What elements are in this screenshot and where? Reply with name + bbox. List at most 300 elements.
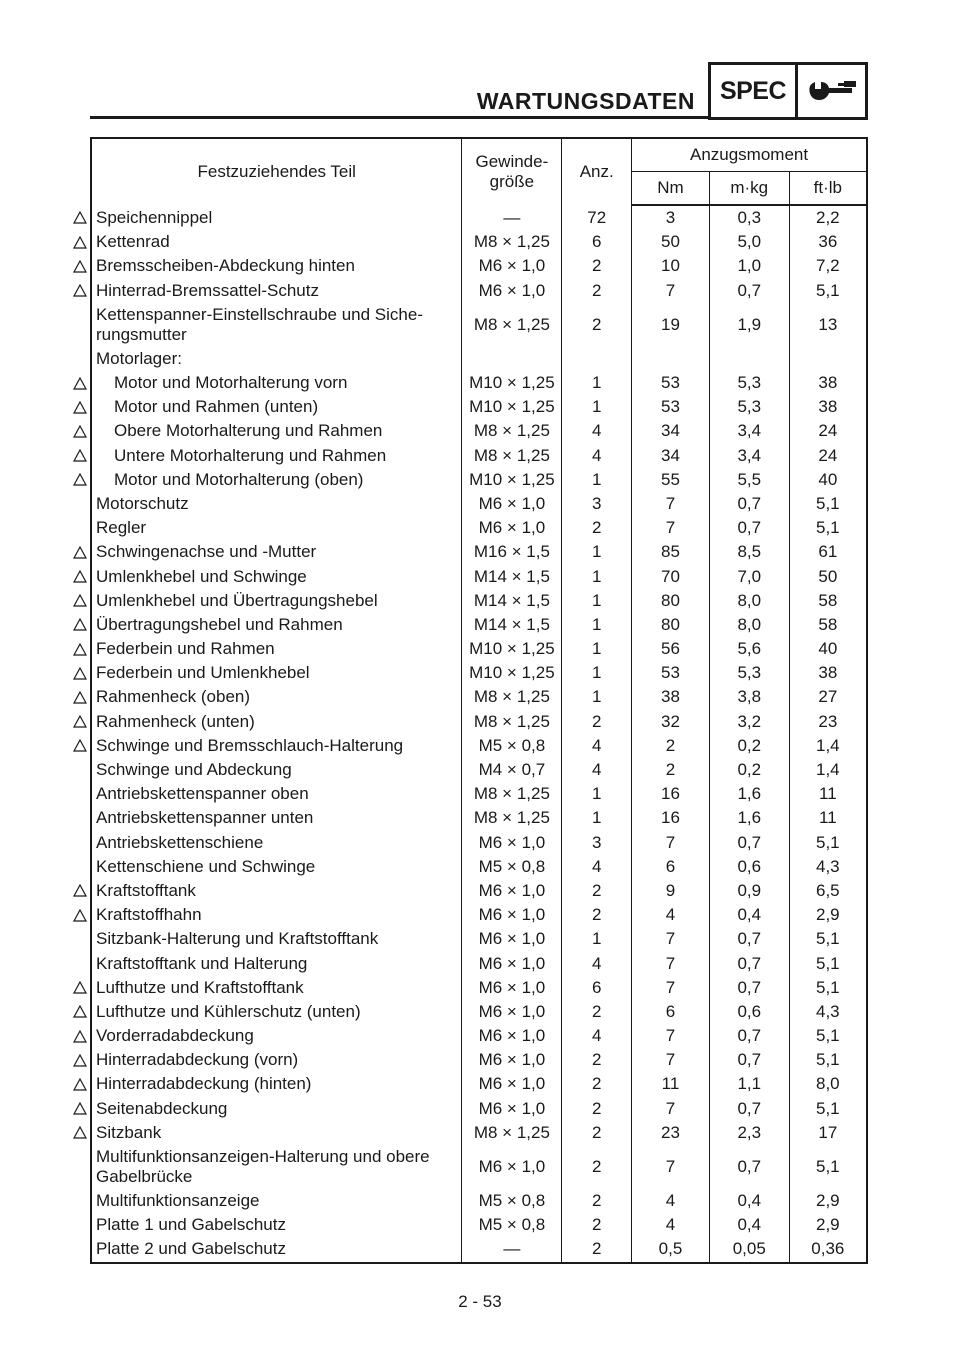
part-name [91, 492, 462, 516]
part-name-text: Rahmenheck (unten) [96, 711, 255, 731]
thread-size: M5 × 0,8 [462, 1189, 562, 1213]
part-name [91, 1072, 462, 1096]
table-row [91, 1213, 867, 1237]
torque-spec-table [90, 137, 868, 1264]
part-name [91, 1121, 462, 1145]
part-name [91, 806, 462, 830]
torque-ftlb: 1,4 [816, 735, 840, 755]
part-name [91, 831, 462, 855]
table-row [91, 1048, 867, 1072]
table-row [91, 806, 867, 830]
torque-mkg: 5,0 [709, 230, 789, 254]
torque-nm: 50 [632, 230, 710, 254]
table-row [91, 1024, 867, 1048]
quantity: 4 [562, 758, 632, 782]
torque-mkg: 3,4 [709, 444, 789, 468]
torque-mkg: 0,7 [709, 1097, 789, 1121]
triangle-marker-icon [73, 667, 87, 680]
quantity: 2 [562, 1000, 632, 1024]
quantity: 6 [562, 976, 632, 1000]
part-name [91, 1237, 462, 1262]
torque-nm: 56 [632, 637, 710, 661]
part-name-text: Multifunktionsanzeigen-Halterung und obere [96, 1146, 430, 1166]
quantity: 2 [562, 879, 632, 903]
quantity: 1 [562, 613, 632, 637]
thread-size: M5 × 0,8 [462, 734, 562, 758]
triangle-marker-icon [73, 715, 87, 728]
torque-ftlb: 36 [818, 232, 838, 252]
part-name-text: Multifunktionsanzeige [96, 1191, 260, 1211]
quantity: 6 [562, 230, 632, 254]
torque-mkg: 7,0 [709, 564, 789, 588]
table-row [91, 492, 867, 516]
thread-size: M6 × 1,0 [462, 254, 562, 278]
torque-ftlb: 2,9 [816, 1191, 840, 1211]
table-row [91, 347, 867, 371]
thread-size: M5 × 0,8 [462, 1213, 562, 1237]
thread-size: M6 × 1,0 [462, 951, 562, 975]
quantity: 3 [562, 831, 632, 855]
table-row [91, 303, 867, 347]
torque-ftlb: 27 [818, 687, 838, 707]
table-row [91, 371, 867, 395]
part-name-text: Hinterradabdeckung (vorn) [96, 1050, 299, 1070]
torque-mkg: 0,2 [709, 758, 789, 782]
torque-nm: 7 [632, 831, 710, 855]
torque-nm: 7 [632, 976, 710, 1000]
quantity: 1 [562, 927, 632, 951]
torque-mkg: 0,05 [709, 1237, 789, 1262]
torque-nm: 70 [632, 564, 710, 588]
torque-nm: 55 [632, 468, 710, 492]
torque-mkg: 0,4 [709, 903, 789, 927]
torque-nm: 7 [632, 279, 710, 303]
part-name-text: Antriebskettenspanner oben [96, 784, 309, 804]
quantity: 2 [562, 1121, 632, 1145]
thread-size: M4 × 0,7 [462, 758, 562, 782]
col-header-thread [462, 138, 562, 205]
triangle-marker-icon [73, 739, 87, 752]
torque-mkg: 1,9 [709, 303, 789, 347]
triangle-marker-icon [73, 1005, 87, 1018]
part-name [91, 782, 462, 806]
quantity: 2 [562, 1072, 632, 1096]
quantity [562, 347, 632, 371]
thread-size: M8 × 1,25 [462, 1121, 562, 1145]
torque-ftlb: 38 [818, 663, 838, 683]
page-header [90, 62, 868, 124]
torque-ftlb: 5,1 [816, 1026, 840, 1046]
torque-ftlb: 58 [818, 590, 838, 610]
torque-nm: 80 [632, 613, 710, 637]
col-header-torque: Anzugsmoment [689, 145, 809, 164]
torque-nm: 7 [632, 951, 710, 975]
torque-nm: 7 [632, 927, 710, 951]
torque-nm: 7 [632, 516, 710, 540]
quantity: 2 [562, 1189, 632, 1213]
table-row [91, 734, 867, 758]
torque-ftlb: 5,1 [816, 1050, 840, 1070]
triangle-marker-icon [73, 981, 87, 994]
part-name-text: Motorlager: [96, 348, 182, 368]
part-name [91, 951, 462, 975]
quantity: 2 [562, 1237, 632, 1262]
torque-mkg: 3,2 [709, 710, 789, 734]
triangle-marker-icon [73, 236, 87, 249]
part-name-text-line2: rungsmutter [96, 324, 187, 344]
part-name-text: Übertragungshebel und Rahmen [96, 614, 343, 634]
torque-ftlb: 1,4 [816, 760, 840, 780]
torque-ftlb: 58 [818, 614, 838, 634]
quantity: 4 [562, 855, 632, 879]
part-name [91, 444, 462, 468]
torque-ftlb: 17 [818, 1122, 838, 1142]
col-header-qty: Anz. [562, 138, 632, 205]
part-name-text: Kettenrad [96, 232, 170, 252]
col-header-thread-line1: Gewinde- [475, 152, 549, 171]
torque-ftlb: 4,3 [816, 1001, 840, 1021]
table-row [91, 1189, 867, 1213]
torque-ftlb: 5,1 [816, 518, 840, 538]
quantity: 1 [562, 806, 632, 830]
part-name-text: Schwinge und Abdeckung [96, 760, 292, 780]
part-name-text: Seitenabdeckung [96, 1098, 228, 1118]
triangle-marker-icon [73, 1030, 87, 1043]
part-name [91, 855, 462, 879]
part-name-text: Schwingenachse und -Mutter [96, 542, 317, 562]
torque-mkg: 0,6 [709, 855, 789, 879]
torque-mkg: 8,0 [709, 613, 789, 637]
torque-nm: 11 [632, 1072, 710, 1096]
table-row [91, 279, 867, 303]
torque-mkg: 0,7 [709, 951, 789, 975]
thread-size: M8 × 1,25 [462, 444, 562, 468]
triangle-marker-icon [73, 1078, 87, 1091]
torque-nm: 6 [632, 1000, 710, 1024]
torque-nm: 32 [632, 710, 710, 734]
part-name [91, 927, 462, 951]
part-name [91, 589, 462, 613]
part-name [91, 1097, 462, 1121]
table-row [91, 1237, 867, 1262]
quantity: 1 [562, 782, 632, 806]
torque-mkg: 0,7 [709, 976, 789, 1000]
table-row [91, 564, 867, 588]
part-name [91, 254, 462, 278]
quantity: 2 [562, 1048, 632, 1072]
part-name [91, 1189, 462, 1213]
torque-mkg: 5,3 [709, 395, 789, 419]
quantity: 1 [562, 685, 632, 709]
torque-ftlb: 23 [818, 711, 838, 731]
triangle-marker-icon [73, 618, 87, 631]
thread-size: M5 × 0,8 [462, 855, 562, 879]
torque-mkg: 2,3 [709, 1121, 789, 1145]
table-row [91, 637, 867, 661]
quantity: 72 [562, 205, 632, 230]
part-name-text: Schwinge und Bremsschlauch-Halterung [96, 735, 404, 755]
quantity: 4 [562, 734, 632, 758]
thread-size: M16 × 1,5 [462, 540, 562, 564]
table-row [91, 395, 867, 419]
thread-size: M6 × 1,0 [462, 1048, 562, 1072]
torque-ftlb: 50 [818, 566, 838, 586]
part-name-text: Kettenspanner-Einstellschraube und Siche- [96, 304, 423, 324]
torque-nm: 2 [632, 734, 710, 758]
part-name-text: Bremsscheiben-Abdeckung hinten [96, 256, 355, 276]
thread-size: M14 × 1,5 [462, 564, 562, 588]
table-row [91, 661, 867, 685]
table-row [91, 903, 867, 927]
section-title: WARTUNGSDATEN [476, 88, 695, 114]
torque-ftlb: 40 [818, 639, 838, 659]
part-name-text: Speichennippel [96, 207, 213, 227]
part-name-text: Sitzbank-Halterung und Kraftstofftank [96, 929, 379, 949]
thread-size: M14 × 1,5 [462, 613, 562, 637]
torque-nm: 6 [632, 855, 710, 879]
torque-ftlb: 8,0 [816, 1074, 840, 1094]
torque-mkg: 0,7 [709, 516, 789, 540]
table-body [91, 205, 867, 1263]
quantity: 1 [562, 637, 632, 661]
torque-mkg: 0,7 [709, 1048, 789, 1072]
part-name [91, 1145, 462, 1189]
thread-size: M8 × 1,25 [462, 806, 562, 830]
table-row [91, 710, 867, 734]
triangle-marker-icon [73, 284, 87, 297]
table-row [91, 613, 867, 637]
thread-size: M14 × 1,5 [462, 589, 562, 613]
torque-mkg: 0,7 [709, 1024, 789, 1048]
torque-mkg: 8,0 [709, 589, 789, 613]
triangle-marker-icon [73, 546, 87, 559]
thread-size: M6 × 1,0 [462, 279, 562, 303]
torque-mkg: 0,4 [709, 1189, 789, 1213]
triangle-marker-icon [73, 1126, 87, 1139]
torque-nm: 85 [632, 540, 710, 564]
thread-size: M6 × 1,0 [462, 1000, 562, 1024]
part-name [91, 395, 462, 419]
torque-nm: 4 [632, 903, 710, 927]
part-name [91, 371, 462, 395]
quantity: 3 [562, 492, 632, 516]
torque-nm: 4 [632, 1213, 710, 1237]
part-name-text: Vorderradabdeckung [96, 1026, 254, 1046]
torque-mkg [709, 347, 789, 371]
table-row [91, 1145, 867, 1189]
triangle-marker-icon [73, 211, 87, 224]
torque-nm: 0,5 [632, 1237, 710, 1262]
part-name-text: Motor und Motorhalterung (oben) [114, 469, 364, 489]
part-name-text: Lufthutze und Kraftstofftank [96, 977, 304, 997]
part-name [91, 347, 462, 371]
part-name-text: Motorschutz [96, 493, 189, 513]
thread-size: M6 × 1,0 [462, 879, 562, 903]
part-name [91, 540, 462, 564]
thread-size: M8 × 1,25 [462, 685, 562, 709]
torque-ftlb: 2,9 [816, 905, 840, 925]
part-name-text: Hinterradabdeckung (hinten) [96, 1074, 312, 1094]
part-name-text: Federbein und Umlenkhebel [96, 663, 310, 683]
part-name-text: Motor und Motorhalterung vorn [114, 373, 348, 393]
torque-nm: 53 [632, 371, 710, 395]
part-name-text: Umlenkhebel und Schwinge [96, 566, 307, 586]
part-name-text: Umlenkhebel und Übertragungshebel [96, 590, 378, 610]
table-row [91, 855, 867, 879]
torque-ftlb: 5,1 [816, 929, 840, 949]
thread-size: M6 × 1,0 [462, 903, 562, 927]
torque-ftlb: 5,1 [816, 1156, 840, 1176]
triangle-marker-icon [73, 909, 87, 922]
page-number: 2 - 53 [458, 1292, 502, 1311]
table-row [91, 758, 867, 782]
thread-size: M6 × 1,0 [462, 927, 562, 951]
thread-size: M8 × 1,25 [462, 419, 562, 443]
part-name [91, 1024, 462, 1048]
part-name-text: Antriebskettenspanner unten [96, 808, 314, 828]
torque-ftlb: 24 [818, 421, 838, 441]
torque-nm [632, 347, 710, 371]
quantity: 4 [562, 951, 632, 975]
triangle-marker-icon [73, 594, 87, 607]
torque-mkg: 0,9 [709, 879, 789, 903]
part-name-text: Kraftstofftank und Halterung [96, 953, 308, 973]
part-name-text: Hinterrad-Bremssattel-Schutz [96, 280, 319, 300]
triangle-marker-icon [73, 377, 87, 390]
torque-ftlb: 11 [819, 808, 837, 828]
part-name-text: Sitzbank [96, 1122, 162, 1142]
torque-nm: 3 [632, 205, 710, 230]
triangle-marker-icon [73, 401, 87, 414]
torque-mkg: 1,0 [709, 254, 789, 278]
table-row [91, 927, 867, 951]
part-name-text: Rahmenheck (oben) [96, 687, 251, 707]
part-name [91, 564, 462, 588]
quantity: 4 [562, 1024, 632, 1048]
thread-size: M6 × 1,0 [462, 1145, 562, 1189]
torque-mkg: 0,2 [709, 734, 789, 758]
thread-size: M10 × 1,25 [462, 371, 562, 395]
quantity: 2 [562, 1097, 632, 1121]
torque-ftlb: 13 [818, 314, 838, 334]
table-row [91, 1000, 867, 1024]
torque-ftlb: 24 [818, 445, 838, 465]
torque-mkg: 0,4 [709, 1213, 789, 1237]
triangle-marker-icon [73, 1054, 87, 1067]
torque-ftlb: 2,9 [816, 1215, 840, 1235]
thread-size: M10 × 1,25 [462, 395, 562, 419]
part-name [91, 468, 462, 492]
thread-size: M10 × 1,25 [462, 637, 562, 661]
torque-ftlb: 61 [818, 542, 838, 562]
quantity: 1 [562, 564, 632, 588]
torque-ftlb: 2,2 [816, 208, 840, 228]
torque-nm: 53 [632, 395, 710, 419]
torque-ftlb: 5,1 [816, 280, 840, 300]
thread-size [462, 347, 562, 371]
torque-ftlb: 5,1 [816, 953, 840, 973]
part-name [91, 661, 462, 685]
torque-mkg: 1,6 [709, 806, 789, 830]
part-name [91, 734, 462, 758]
triangle-marker-icon [73, 643, 87, 656]
thread-size: M6 × 1,0 [462, 976, 562, 1000]
table-row [91, 1121, 867, 1145]
torque-ftlb: 40 [818, 469, 838, 489]
torque-mkg: 3,4 [709, 419, 789, 443]
part-name [91, 685, 462, 709]
part-name-text-line2: Gabelbrücke [96, 1166, 193, 1186]
part-name-text: Platte 1 und Gabelschutz [96, 1215, 286, 1235]
part-name [91, 303, 462, 347]
quantity: 2 [562, 254, 632, 278]
torque-nm: 16 [632, 782, 710, 806]
part-name [91, 1048, 462, 1072]
table-row [91, 516, 867, 540]
quantity: 1 [562, 468, 632, 492]
torque-mkg: 1,1 [709, 1072, 789, 1096]
torque-nm: 23 [632, 1121, 710, 1145]
triangle-marker-icon [73, 691, 87, 704]
spec-badge [708, 62, 868, 120]
col-header-mkg: m·kg [709, 172, 789, 206]
part-name-text: Antriebskettenschiene [96, 832, 264, 852]
part-name [91, 879, 462, 903]
torque-mkg: 0,7 [709, 492, 789, 516]
torque-nm: 34 [632, 444, 710, 468]
quantity: 2 [562, 303, 632, 347]
triangle-marker-icon [73, 425, 87, 438]
part-name [91, 758, 462, 782]
quantity: 2 [562, 903, 632, 927]
torque-mkg: 8,5 [709, 540, 789, 564]
torque-ftlb: 5,1 [816, 832, 840, 852]
torque-nm: 2 [632, 758, 710, 782]
torque-nm: 7 [632, 1097, 710, 1121]
part-name [91, 279, 462, 303]
triangle-marker-icon [73, 1102, 87, 1115]
table-row [91, 468, 867, 492]
part-name-text: Kraftstoffhahn [96, 905, 202, 925]
part-name [91, 637, 462, 661]
triangle-marker-icon [73, 884, 87, 897]
part-name [91, 613, 462, 637]
part-name-text: Kraftstofftank [96, 880, 196, 900]
part-name-text: Platte 2 und Gabelschutz [96, 1239, 286, 1259]
thread-size: M8 × 1,25 [462, 303, 562, 347]
table-row [91, 685, 867, 709]
torque-nm: 16 [632, 806, 710, 830]
quantity: 1 [562, 540, 632, 564]
torque-ftlb: 5,1 [816, 1098, 840, 1118]
thread-size: M10 × 1,25 [462, 661, 562, 685]
torque-nm: 10 [632, 254, 710, 278]
torque-mkg: 5,3 [709, 661, 789, 685]
part-name-text: Federbein und Rahmen [96, 639, 275, 659]
torque-ftlb: 38 [818, 373, 838, 393]
quantity: 4 [562, 444, 632, 468]
quantity: 2 [562, 1145, 632, 1189]
wrench-icon [798, 65, 865, 117]
torque-nm: 80 [632, 589, 710, 613]
quantity: 2 [562, 279, 632, 303]
quantity: 1 [562, 395, 632, 419]
table-row [91, 254, 867, 278]
part-name-text: Kettenschiene und Schwinge [96, 856, 316, 876]
torque-nm: 19 [632, 303, 710, 347]
torque-mkg: 5,3 [709, 371, 789, 395]
thread-size: M6 × 1,0 [462, 1024, 562, 1048]
